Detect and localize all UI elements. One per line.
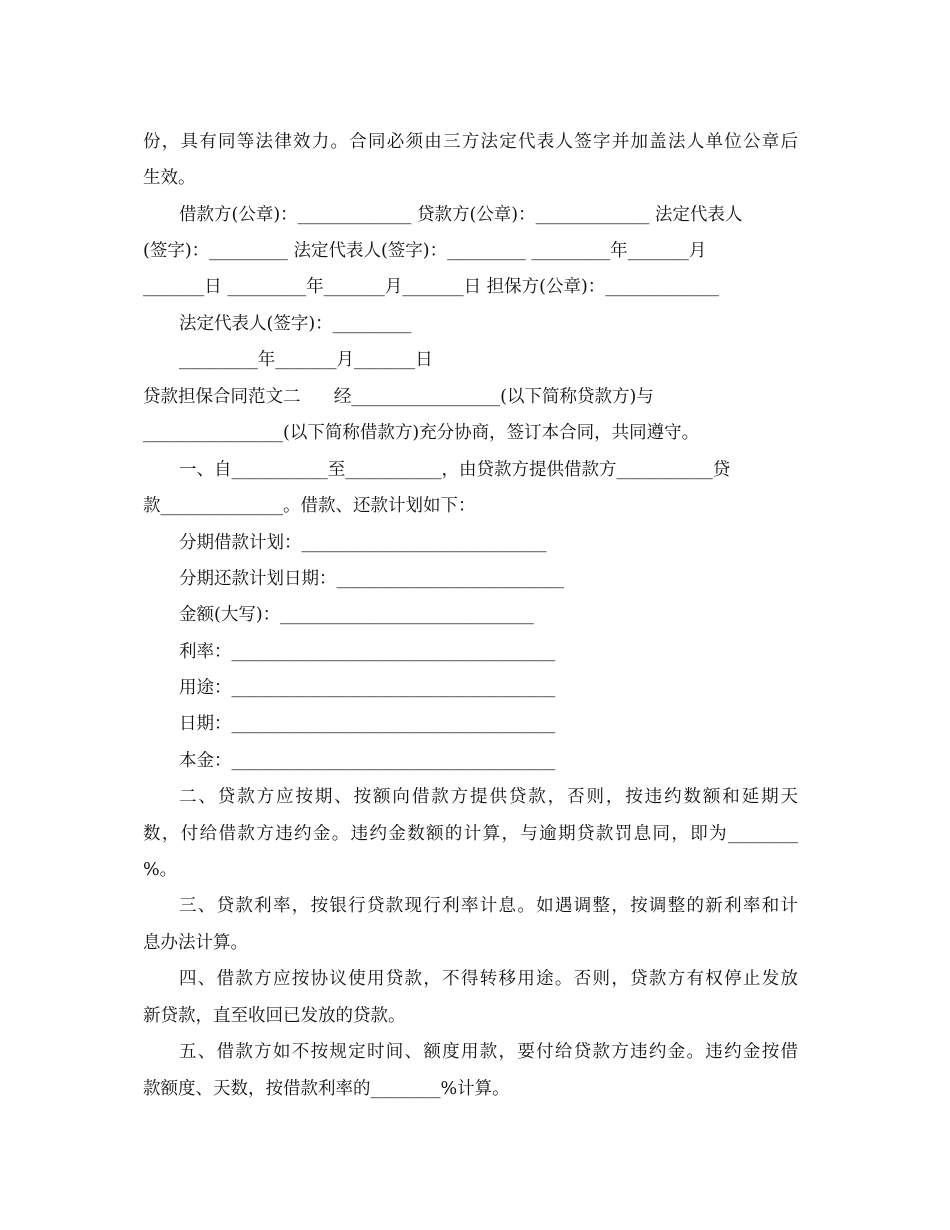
text-line: 二、贷款方应按期、按额向借款方提供贷款，否则，按违约数额和延期天 — [179, 787, 798, 807]
text-line: 生效。 — [143, 168, 196, 188]
text-line: 一、自___________至___________，由贷款方提供借款方___________贷 — [179, 460, 731, 480]
text-line: 款额度、天数，按借款利率的________%计算。 — [143, 1079, 510, 1099]
text-line: 三、贷款利率，按银行贷款现行利率计息。如遇调整，按调整的新利率和计 — [179, 896, 798, 916]
text-line: 法定代表人(签字)：_________ — [179, 314, 412, 334]
text-line: 份，具有同等法律效力。合同必须由三方法定代表人签字并加盖法人单位公章后 — [143, 132, 798, 152]
text-line: 分期借款计划：____________________________ — [179, 533, 547, 553]
text-line: 贷款担保合同范文二 经_________________(以下简称贷款方)与 — [143, 387, 654, 407]
text-line: 金额(大写)：_____________________________ — [179, 605, 534, 625]
text-line: ________________(以下简称借款方)充分协商，签订本合同，共同遵守。 — [143, 423, 700, 443]
text-line: %。 — [143, 860, 178, 880]
text-line: 四、借款方应按协议使用贷款，不得转移用途。否则，贷款方有权停止发放 — [179, 969, 798, 989]
text-line: 分期还款计划日期：__________________________ — [179, 569, 564, 589]
text-line: 本金：_____________________________________ — [179, 751, 556, 771]
text-line: _______日 _________年_______月_______日 担保方(公章)：_____________ — [143, 277, 720, 297]
text-line: 用途：_____________________________________ — [179, 678, 556, 698]
text-line: 数，付给借款方违约金。违约金数额的计算，与逾期贷款罚息同，即为________ — [143, 824, 798, 844]
text-line: 新贷款，直至收回已发放的贷款。 — [143, 1006, 406, 1026]
text-line: (签字)：_________ 法定代表人(签字)：_________ _________年_______月 — [143, 241, 707, 261]
text-line: 利率：_____________________________________ — [179, 642, 556, 662]
text-line: 借款方(公章)：_____________ 贷款方(公章)：_____________ 法定代表人 — [179, 205, 743, 225]
text-line: 日期：_____________________________________ — [179, 714, 556, 734]
text-line: _________年_______月_______日 — [179, 350, 433, 370]
text-line: 息办法计算。 — [143, 933, 248, 953]
text-line: 款______________。借款、还款计划如下： — [143, 496, 476, 516]
text-line: 五、借款方如不按规定时间、额度用款，要付给贷款方违约金。违约金按借 — [179, 1042, 798, 1062]
